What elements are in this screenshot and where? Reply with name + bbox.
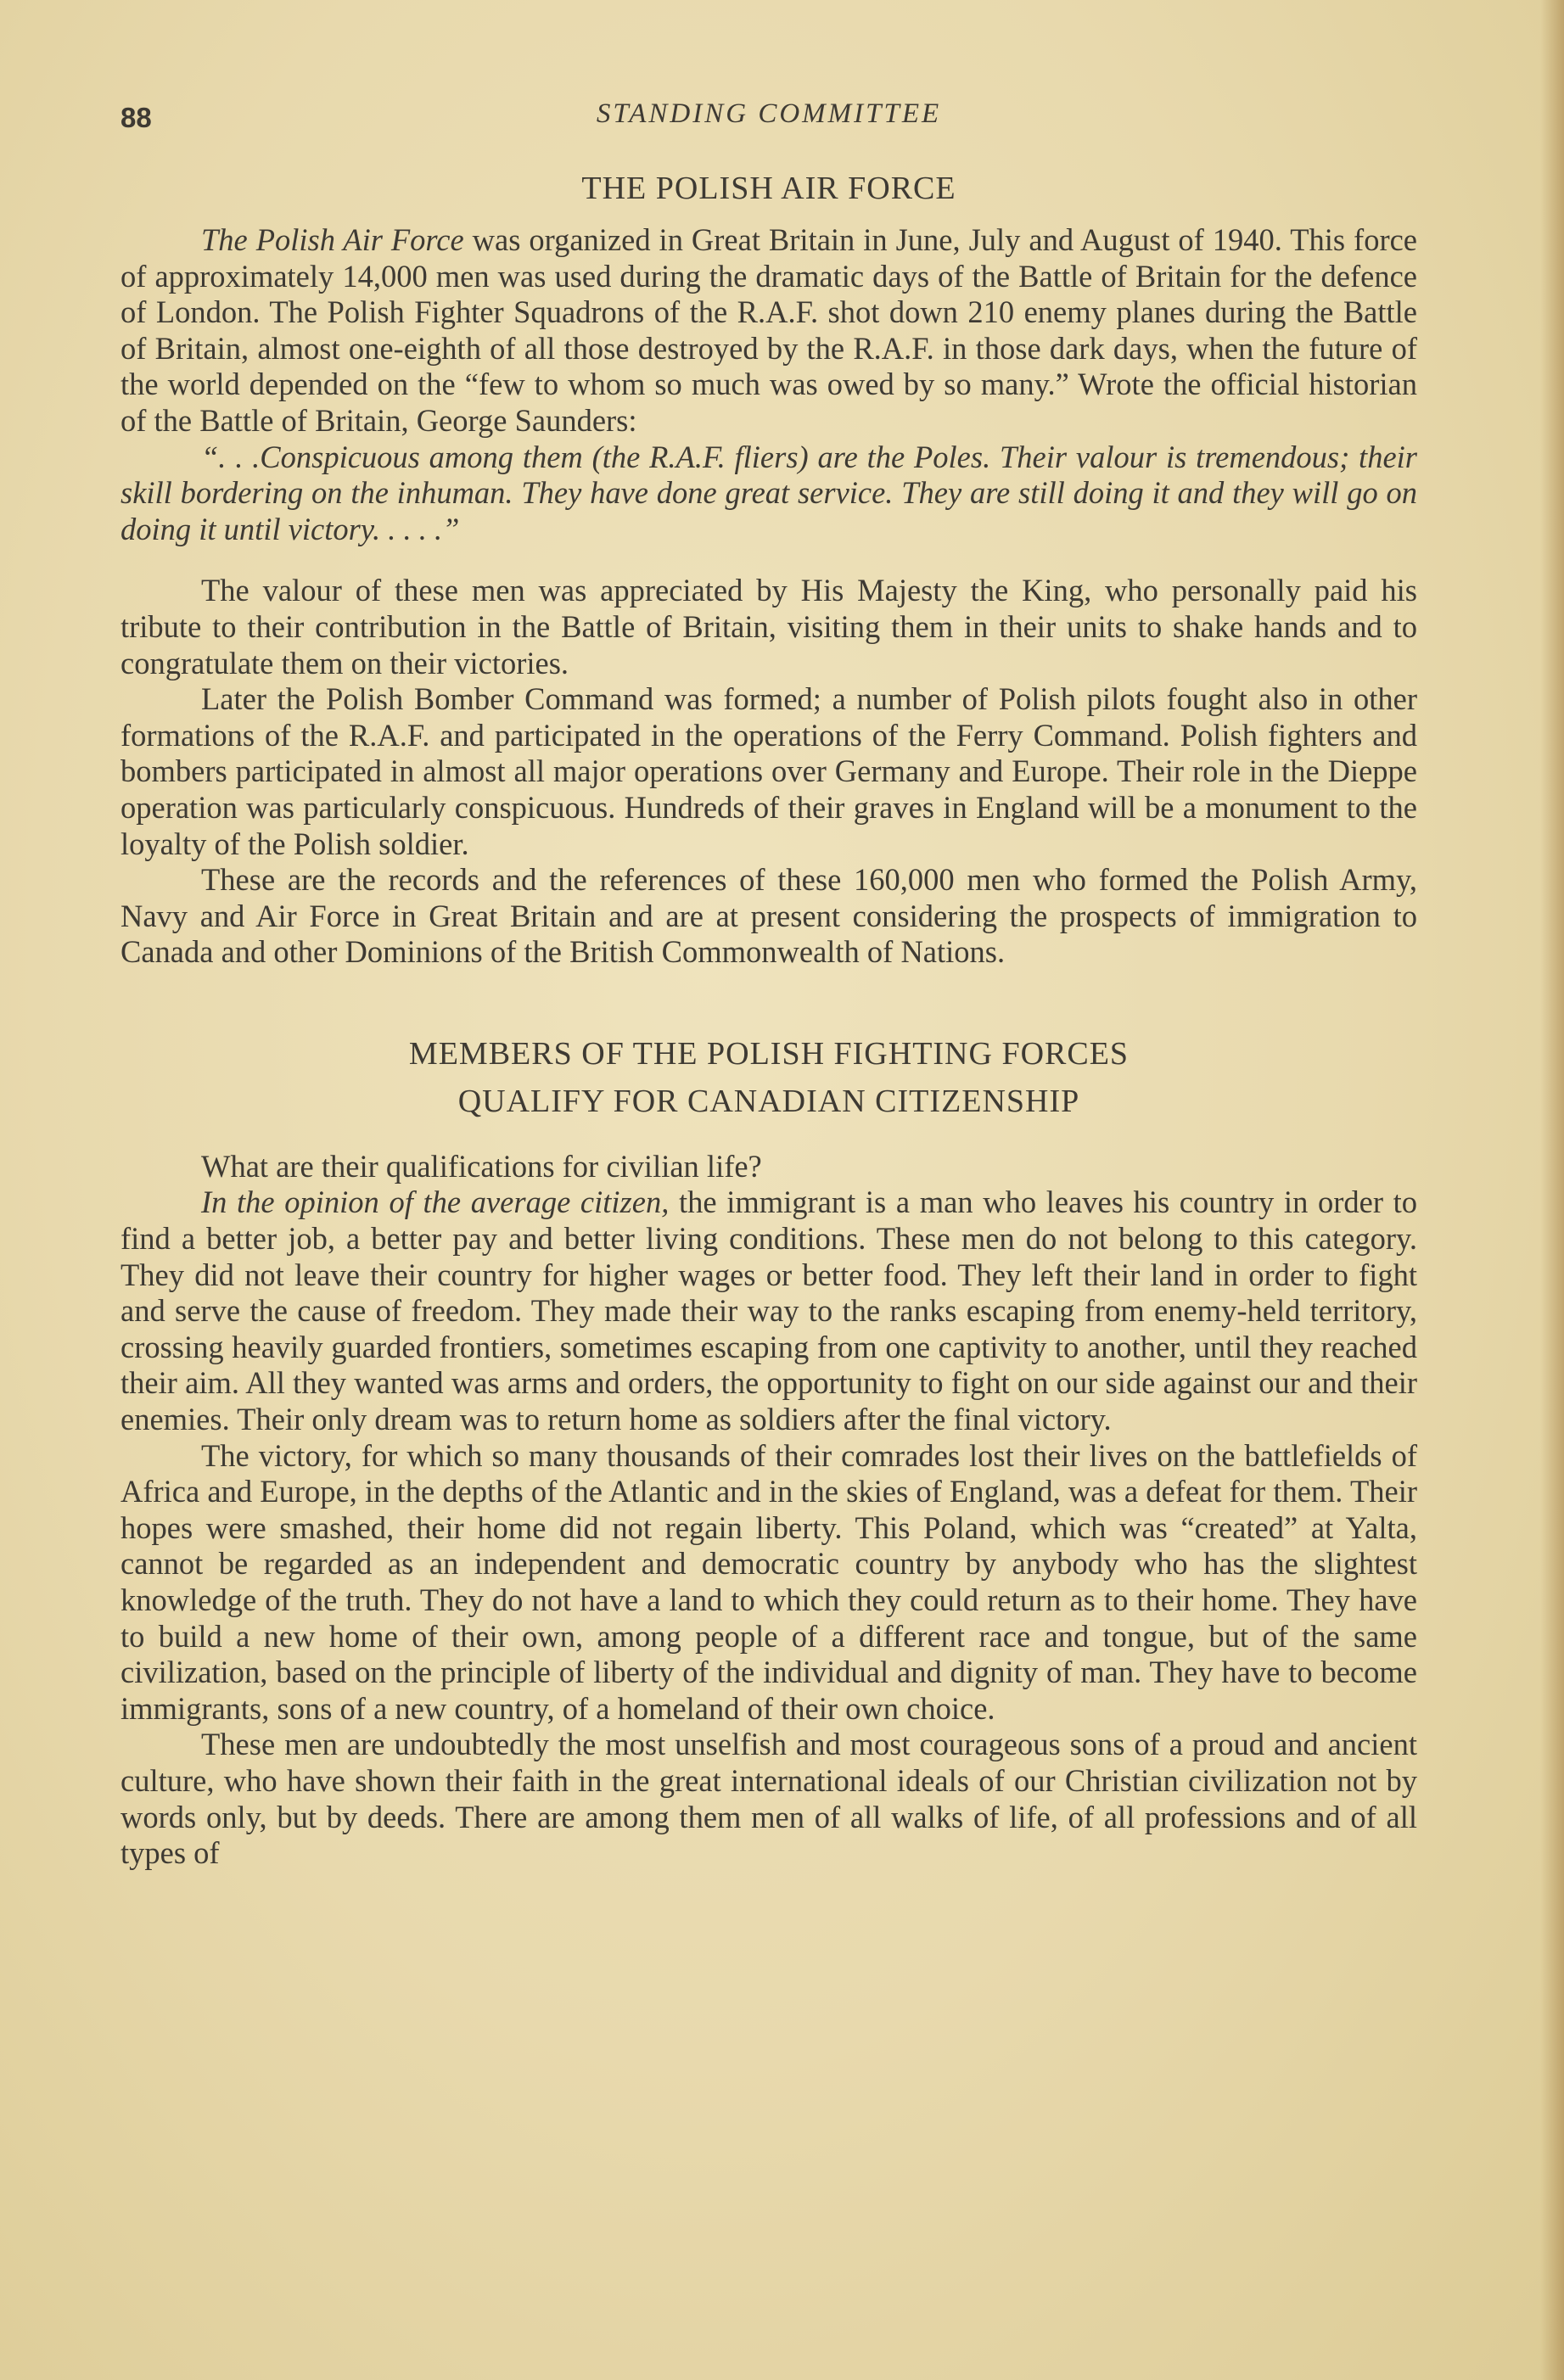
paragraph-text: the immigrant is a man who leaves his country in order to find a better job, a better pay and better living conditions. These men do not belong to this category. They did not leave their country for higher wages or better food. They left their land in order to fight and serve the cause of freedom. They made their way to the ranks escaping from enemy-held territory, crossing heavily guarded frontiers, sometimes escaping from one captivity to another, until they reached their aim. All they wanted was arms and orders, the opportunity to fight on our side against our and their enemies. Their only dream was to return home as soldiers after the final victory. xyxy=(121,1184,1418,1437)
paragraph xyxy=(121,1184,1417,1437)
block-quote: “. . .Conspicuous among them (the R.A.F. fliers) are the Poles. Their valour is tremendous; their skill bordering on the inhuman. They have done great service. They are still doing it and they will go on doing it until victory. . . . .” xyxy=(121,439,1417,546)
section-title-citizenship xyxy=(121,1030,1417,1125)
paragraph xyxy=(121,222,1417,440)
paragraph: The valour of these men was appreciated by His Majesty the King, who personally paid his tribute to their contribution in the Battle of Britain, visiting them in their units to shake hands and to congratulate them on their victories. xyxy=(121,573,1417,680)
page-content xyxy=(121,92,1417,1872)
section-title-air-force: THE POLISH AIR FORCE xyxy=(581,171,956,206)
page-number: 88 xyxy=(121,102,152,133)
paragraph-lead: In the opinion of the average citizen, xyxy=(201,1184,670,1220)
paragraph: These are the records and the references of these 160,000 men who formed the Polish Army, Navy and Air Force in Great Britain and are at present considering the prospects of immigration to Canada and other Dominions of the British Commonwealth of Nations. xyxy=(121,862,1417,970)
page-edge-shadow xyxy=(1540,0,1564,2380)
section-title-line: MEMBERS OF THE POLISH FIGHTING FORCES xyxy=(408,1035,1130,1072)
paragraph-lead: The Polish Air Force xyxy=(201,222,464,257)
paragraph: The victory, for which so many thousands of their comrades lost their lives on the battlefields of Africa and Europe, in the depths of the Atlantic and in the skies of England, was a defeat for them. Their hopes were smashed, their home did not regain liberty. This Poland, which was “created” at Yalta, cannot be regarded as an independent and democratic country by anybody who has the slightest knowledge of the truth. They do not have a land to which they could return as to their home. They have to build a new home of their own, among people of a different race and tongue, but of the same civilization, based on the principle of liberty of the individual and dignity of man. They have to become immigrants, sons of a new country, of a homeland of their own choice. xyxy=(121,1437,1417,1726)
section-title-line: QUALIFY FOR CANADIAN CITIZENSHIP xyxy=(457,1083,1080,1119)
paragraph: What are their qualifications for civilian life? xyxy=(201,1148,762,1184)
running-head: STANDING COMMITTEE xyxy=(596,98,942,129)
paragraph-text: was organized in Great Britain in June, July and August of 1940. This force of approximately 14,000 men was used during the dramatic days of the Battle of Britain for the defence of London. The Polish Fighter Squadrons of the R.A.F. shot down 210 enemy planes during the Battle of Britain, almost one-eighth of all those destroyed by the R.A.F. in those dark days, when the future of the world depended on the “few to whom so much was owed by so many.” Wrote the official historian of the Battle of Britain, George Saunders: xyxy=(121,222,1418,438)
paragraph: Later the Polish Bomber Command was formed; a number of Polish pilots fought also in other formations of the R.A.F. and participated in the operations of the Ferry Command. Polish fighters and bombers participated in almost all major operations over Germany and Europe. Their role in the Dieppe operation was particularly conspicuous. Hundreds of their graves in England will be a monument to the loyalty of the Polish soldier. xyxy=(121,681,1417,861)
paragraph: These men are undoubtedly the most unselfish and most courageous sons of a proud and ancient culture, who have shown their faith in the great international ideals of our Christian civilization not by words only, but by deeds. There are among them men of all walks of life, of all professions and of all types of xyxy=(121,1727,1417,1871)
page-header xyxy=(121,92,1417,143)
